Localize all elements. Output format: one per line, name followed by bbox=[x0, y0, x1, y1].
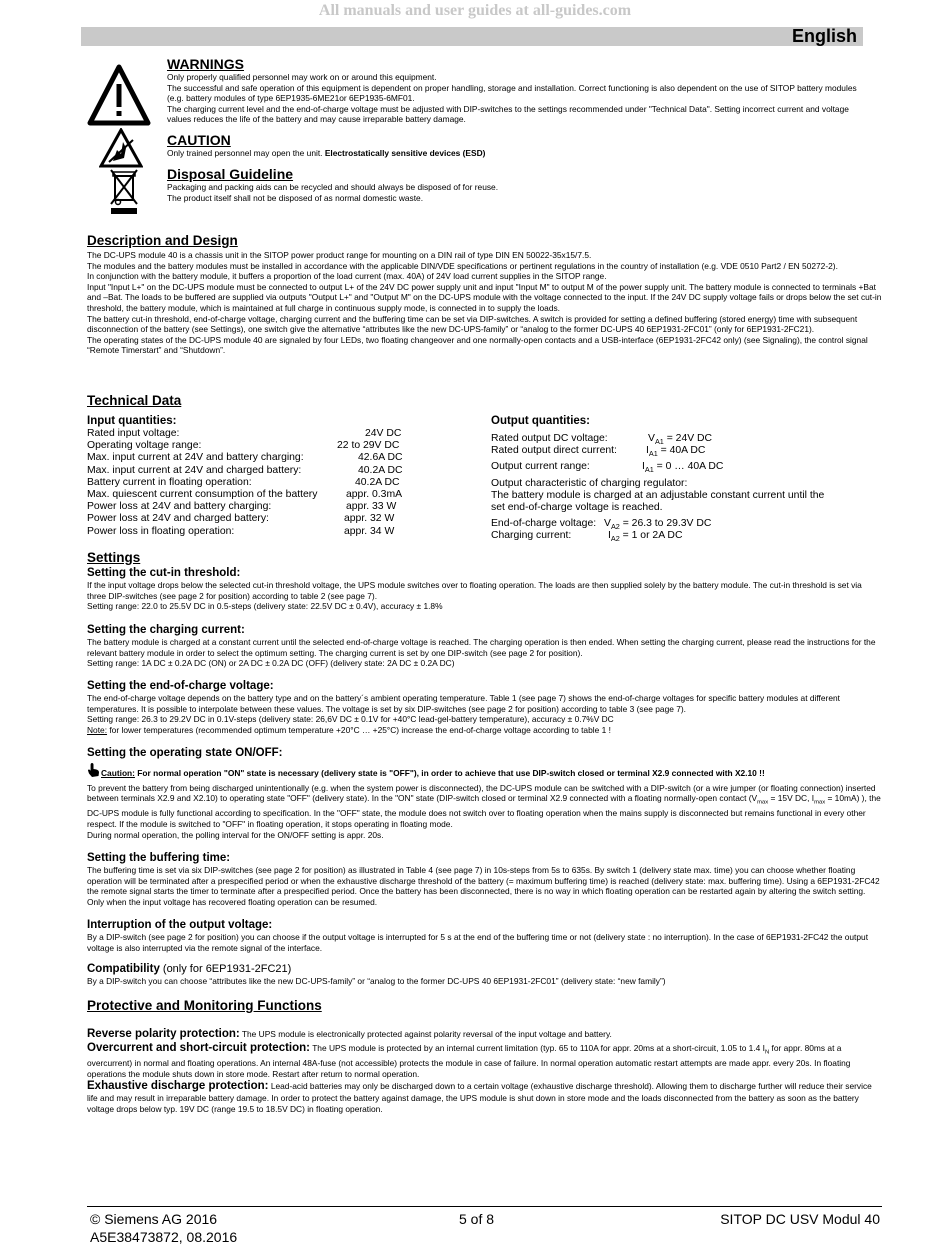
protective-title: Protective and Monitoring Functions bbox=[87, 998, 322, 1013]
interruption-title: Interruption of the output voltage: bbox=[87, 919, 273, 931]
warnings-title: WARNINGS bbox=[167, 56, 244, 72]
output-label: Output current range: bbox=[491, 461, 590, 473]
input-row bbox=[87, 440, 467, 452]
input-value: 22 to 29V DC bbox=[337, 440, 400, 452]
exhaustive bbox=[87, 1079, 882, 1114]
compat-text: By a DIP-switch you can choose “attributes like the new DC-UPS-family” or “analog to the former DC-UPS 40 6EP1931-2FC01” (delivery state: “new family”) bbox=[87, 976, 666, 986]
description-body bbox=[87, 250, 882, 356]
charging-section bbox=[87, 623, 882, 669]
protective-body bbox=[87, 1027, 882, 1115]
charging-symbol: I bbox=[608, 530, 611, 542]
overcurrent-sub: N bbox=[764, 1049, 770, 1056]
output-symbol-sub: A1 bbox=[648, 449, 658, 459]
buffering-text: The buffering time is set via six DIP-switches (see page 2 for position) as illustrated in Table 4 (see page 7) in 10s-steps from 5s to 635s. By switch 1 (delivery state max. time) you can choose whether floating operation will be terminated after a prespecified period or when the exhaustive discharge threshold of the battery (= maximum buffering time) is reached (delivery state: max. buffering time). Using a 6EP1931-2FC42 the remote signal starts the timer to terminate after a prespecified period. Once the battery has been disconnected, there is no way in which floating operation can be restarted again by altering the switch setting. Only when the input voltage has recovered floating operation can be resumed. bbox=[87, 865, 880, 907]
input-label: Power loss at 24V and battery charging: bbox=[87, 501, 272, 513]
input-value: 42.6A DC bbox=[358, 452, 403, 464]
footer-left bbox=[90, 1210, 237, 1246]
settings-title: Settings bbox=[87, 550, 141, 565]
output-label: Rated output DC voltage: bbox=[491, 433, 608, 444]
disposal-title: Disposal Guideline bbox=[167, 166, 294, 182]
eoc-range: Setting range: 26.3 to 29.2V DC in 0.1V-steps (delivery state: 26,6V DC ± 0.1V for +40°C lead-gel-battery temperature), accuracy ± 0.7%V DC bbox=[87, 714, 614, 725]
pointing-hand-icon bbox=[87, 762, 100, 778]
input-quantities bbox=[87, 414, 467, 538]
overcurrent bbox=[87, 1041, 882, 1079]
input-label: Power loss in floating operation: bbox=[87, 525, 235, 537]
onoff-section bbox=[87, 746, 882, 840]
input-label: Rated input voltage: bbox=[87, 428, 180, 439]
overcurrent-text-b: for appr. 80ms at a overcurrent) in normal and floating operations. An internal 48A-fuse (not accessible) protects the module in case of failure. In normal operation automatic restart attempts are made appr. every 20s. In floating operations the module shuts down in store mode. Restart after return to normal operation. bbox=[87, 1043, 851, 1079]
esd-warning-icon bbox=[99, 128, 143, 168]
description-paragraph: Input "Input L+" on the DC-UPS module must be connected to output L+ of the 24V DC power supply unit and input "Input M" to output M of the power supply unit. The battery module is connected to terminals +Bat and –Bat. The loads to be buffered are supplied via outputs "Output L+" and "Output M" on the DC-UPS module with the voltage connected to the input. If the 24V DC supply voltage fails or drops below the set cut-in threshold, the battery module, which is maintained at full charge in continuous supply mode, is connected in to supply the loads. bbox=[87, 281, 882, 313]
regulator-line: set end-of-charge voltage is reached. bbox=[491, 501, 663, 513]
eoc-row bbox=[491, 518, 871, 530]
charging-symbol-sub: A2 bbox=[610, 534, 620, 544]
warnings-line-1: Only properly qualified personnel may work on or around this equipment. bbox=[167, 72, 437, 82]
eoc-label: End-of-charge voltage: bbox=[491, 518, 597, 530]
input-row bbox=[87, 465, 467, 477]
disposal-line-2: The product itself shall not be disposed of as normal domestic waste. bbox=[167, 192, 424, 203]
cutin-section bbox=[87, 566, 882, 612]
input-row bbox=[87, 501, 467, 513]
cutin-text: If the input voltage drops below the selected cut-in threshold voltage, the UPS module switches over to floating operation. The loads are then supplied solely by the battery module. The cut-in threshold is set via three DIP-switches (see page 2 for position) according to table 2 (see page 7). bbox=[87, 580, 862, 601]
caution-title: CAUTION bbox=[167, 132, 231, 148]
buffering-title: Setting the buffering time: bbox=[87, 852, 231, 864]
charging-value: = 1 or 2A DC bbox=[619, 530, 683, 542]
eoc-symbol-sub: A2 bbox=[610, 522, 620, 532]
technical-title: Technical Data bbox=[87, 393, 182, 408]
onoff-caution-text: For normal operation "ON" state is necessary (delivery state is "OFF"), in order to achieve that use DIP-switch closed or terminal X2.9 connected with X2.10 !! bbox=[134, 768, 765, 778]
charging-title: Setting the charging current: bbox=[87, 624, 245, 636]
output-value: = 0 … 40A DC bbox=[653, 461, 724, 473]
warnings-line-3: The charging current level and the end-of-charge voltage must be adjusted with DIP-switches to the settings recommended under "Technical Data". Setting incorrect current and voltage values reduces the life of the battery and may cause irreparable battery damage. bbox=[167, 103, 849, 125]
watermark: All manuals and user guides at all-guides.com bbox=[318, 2, 632, 19]
eoc-section bbox=[87, 679, 882, 735]
caution-text-plain: Only trained personnel may open the unit. bbox=[167, 148, 325, 158]
onoff-body-b: = 15V DC, I bbox=[768, 793, 815, 804]
input-label: Power loss at 24V and charged battery: bbox=[87, 513, 269, 525]
input-row bbox=[87, 526, 467, 538]
input-label: Max. input current at 24V and battery charging: bbox=[87, 452, 304, 464]
onoff-body-a: To prevent the battery from being discharged unintentionally (e.g. when the system power is disconnected), the DC-UPS module can be switched with a DIP-switch (or a wire jumper (or floating connection) inserted between terminals X2.9 and X2.10) to operating state "OFF" (delivery state). In the "ON" state (DIP-switch closed or terminal X2.9 connected with a floating normally-open contact (V bbox=[87, 782, 876, 804]
description-paragraph: The operating states of the DC-UPS module 40 are signaled by four LEDs, two floating changeover and one normally-open contacts and a USB-interface (6EP1931-2FC42 only) (see Signaling), the control signal “Remote Timerstart” and “Shutdown”. bbox=[87, 334, 868, 356]
compat-title-note: (only for 6EP1931-2FC21) bbox=[159, 963, 292, 975]
output-row bbox=[491, 433, 871, 445]
footer-copyright: © Siemens AG 2016 bbox=[90, 1211, 218, 1227]
eoc-note-text: for lower temperatures (recommended optimum temperature +20°C … +25°C) increase the end-of-charge voltage according to table 1 ! bbox=[107, 724, 611, 735]
eoc-note bbox=[87, 725, 882, 736]
warnings-block bbox=[167, 56, 867, 125]
input-label: Operating voltage range: bbox=[87, 440, 202, 452]
input-row bbox=[87, 477, 467, 489]
input-value: appr. 0.3mA bbox=[346, 488, 403, 500]
recycle-bin-crossed-icon bbox=[108, 166, 140, 216]
charging-text: The battery module is charged at a constant current until the selected end-of-charge voltage is reached. The charging operation is then ended. When setting the charging current, please read the instructions for the relevant battery module in order to select the optimum setting. The charging current is set by one DIP-switch (see page 2 for position). bbox=[87, 637, 876, 658]
compat-section bbox=[87, 962, 882, 987]
cutin-title: Setting the cut-in threshold: bbox=[87, 567, 241, 579]
onoff-polling: During normal operation, the polling interval for the ON/OFF setting is appr. 20s. bbox=[87, 829, 384, 840]
disposal-line-1: Packaging and packing aids can be recycled and should always be disposed of for reuse. bbox=[167, 182, 499, 192]
footer-product: SITOP DC USV Modul 40 bbox=[720, 1211, 880, 1227]
language-label: English bbox=[791, 26, 857, 46]
eoc-note-label: Note: bbox=[87, 724, 108, 735]
footer-page: 5 of 8 bbox=[459, 1211, 495, 1227]
compat-title bbox=[87, 962, 882, 976]
footer-doc-id: A5E38473872, 08.2016 bbox=[90, 1229, 238, 1245]
onoff-body-c: = 10mA) ), the DC-UPS module is fully functional according to specification. In the "OFF" state, the module does not switch over to floating operation when the mains supply is disconnected but remains functional in every other respect. If the module is switched to "OFF" in floating operation, it stops operating in floating mode. bbox=[87, 793, 881, 830]
description-paragraph: The DC-UPS module 40 is a chassis unit in the SITOP power product range for mounting on a DIN rail of type DIN EN 50022-35x15/7.5. bbox=[87, 250, 592, 260]
output-symbol: I bbox=[642, 461, 645, 473]
description-paragraph: The battery cut-in threshold, end-of-charge voltage, charging current and the buffering time can be set via DIP-switches. A switch is provided for setting a defined buffering (stored energy) time with subsequent disconnection of the battery (see Settings), one switch give the alternative “attributes like the new DC-UPS-family” or “analog to the former DC-UPS 40 6EP1931-2FC01” (only for 6EP1931-2FC21). bbox=[87, 313, 858, 335]
caution-text-bold: Electrostatically sensitive devices (ESD) bbox=[324, 148, 486, 158]
input-value: 24V DC bbox=[365, 428, 402, 439]
input-value: appr. 33 W bbox=[346, 501, 397, 513]
eoc-text: The end-of-charge voltage depends on the battery type and on the battery´s ambient operating temperature. Table 1 (see page 7) shows the end-of-charge voltages for specific battery modules at different temperatures. It is possible to interpolate between these values. The voltage is set by six DIP-switches (see page 2 for position) according to table 3 (see page 7). bbox=[87, 693, 840, 714]
caution-text bbox=[167, 148, 867, 159]
input-label: Battery current in floating operation: bbox=[87, 476, 252, 488]
description-title: Description and Design bbox=[87, 233, 238, 248]
description-paragraph: In conjunction with the battery module, it buffers a proportion of the load current (max. 40A) of 24V load current supplies in the SITOP range. bbox=[87, 271, 607, 282]
output-symbol: I bbox=[646, 445, 649, 457]
reverse-polarity-text: The UPS module is electronically protected against polarity reversal of the input voltage and battery. bbox=[239, 1029, 612, 1039]
buffering-section bbox=[87, 851, 882, 907]
disposal-block bbox=[167, 166, 867, 203]
output-label: Rated output direct current: bbox=[491, 445, 617, 457]
output-value: = 40A DC bbox=[657, 445, 706, 457]
eoc-title: Setting the end-of-charge voltage: bbox=[87, 680, 274, 692]
output-quantities bbox=[491, 414, 871, 543]
compat-title-text: Compatibility bbox=[87, 963, 160, 975]
reverse-polarity bbox=[87, 1027, 882, 1041]
vmax-sub: max bbox=[757, 799, 769, 806]
warning-triangle-icon bbox=[87, 64, 151, 126]
onoff-body bbox=[87, 783, 882, 830]
input-row bbox=[87, 452, 467, 464]
overcurrent-title: Overcurrent and short-circuit protection: bbox=[87, 1042, 311, 1054]
regulator-line: The battery module is charged at an adjustable constant current until the bbox=[491, 489, 825, 501]
input-row bbox=[87, 513, 467, 525]
input-row bbox=[87, 489, 467, 501]
output-value: = 24V DC bbox=[663, 433, 713, 444]
exhaustive-title: Exhaustive discharge protection: bbox=[87, 1080, 269, 1093]
charging-range: Setting range: 1A DC ± 0.2A DC (ON) or 2A DC ± 0.2A DC (OFF) (delivery state: 2A DC ± 0.2A DC) bbox=[87, 658, 455, 669]
input-value: appr. 34 W bbox=[344, 525, 395, 537]
language-bar bbox=[81, 27, 863, 46]
reverse-polarity-title: Reverse polarity protection: bbox=[87, 1028, 240, 1040]
input-quantities-title: Input quantities: bbox=[87, 415, 177, 427]
cutin-range: Setting range: 22.0 to 25.5V DC in 0.5-steps (delivery state: 22.5V DC ± 0.4V), accuracy ± 1.8% bbox=[87, 601, 443, 612]
input-value: 40.2A DC bbox=[355, 476, 400, 488]
eoc-symbol: V bbox=[604, 518, 611, 530]
output-quantities-title: Output quantities: bbox=[491, 415, 591, 427]
caution-block bbox=[167, 132, 867, 159]
onoff-title: Setting the operating state ON/OFF: bbox=[87, 747, 283, 759]
onoff-caution-label: Caution: bbox=[101, 768, 135, 778]
warnings-line-2: The successful and safe operation of this equipment is dependent on proper handling, storage and installation. Correct functioning is also dependent on the use of SITOP battery modules (e.g. battery modules of type 6EP1935-6ME21or 6EP1935-6MF01. bbox=[167, 82, 857, 104]
footer-divider bbox=[87, 1206, 882, 1207]
output-symbol: V bbox=[648, 433, 655, 444]
charging-label: Charging current: bbox=[491, 530, 572, 542]
onoff-caution bbox=[87, 768, 882, 779]
interruption-text: By a DIP-switch (see page 2 for position) you can choose if the output voltage is interrupted for 5 s at the end of the buffering time or not (delivery state : no interruption). In the case of 6EP1931-2FC42 the output voltage is also interrupted via the remote signal of the interface. bbox=[87, 932, 869, 953]
charging-row bbox=[491, 530, 871, 542]
output-row bbox=[491, 445, 871, 457]
output-symbol-sub: A1 bbox=[654, 437, 664, 447]
input-row bbox=[87, 428, 467, 440]
input-value: appr. 32 W bbox=[344, 513, 395, 525]
interruption-section bbox=[87, 918, 882, 953]
imax-sub: max bbox=[814, 799, 826, 806]
overcurrent-text-a: The UPS module is protected by an internal current limitation (typ. 65 to 110A for appr. 20ms at a short-circuit, 1.05 to 1.4 I bbox=[310, 1043, 765, 1053]
eoc-value: = 26.3 to 29.3V DC bbox=[619, 518, 712, 530]
output-symbol-sub: A1 bbox=[644, 465, 654, 475]
exhaustive-text: Lead-acid batteries may only be discharged down to a certain voltage (exhaustive discharge threshold). Allowing them to discharge further will reduce their service life and may result in irreparable battery damage. In order to protect the battery against damage, the UPS module is shut down in store mode and the loads disconnected from the battery as soon as the battery voltage drops below typ. 19V DC (range 19.5 to 18.5V DC) in floating operation. bbox=[87, 1081, 872, 1115]
input-value: 40.2A DC bbox=[358, 464, 403, 476]
input-label: Max. quiescent current consumption of the battery bbox=[87, 488, 318, 500]
regulator-line: Output characteristic of charging regulator: bbox=[491, 477, 688, 489]
input-label: Max. input current at 24V and charged battery: bbox=[87, 464, 302, 476]
description-paragraph: The modules and the battery modules must be installed in accordance with the applicable DIN/VDE specifications or pertinent regulations in the country of installation (e.g. VDE 0510 Part2 / EN 50272-2). bbox=[87, 260, 838, 271]
output-row bbox=[491, 461, 871, 473]
